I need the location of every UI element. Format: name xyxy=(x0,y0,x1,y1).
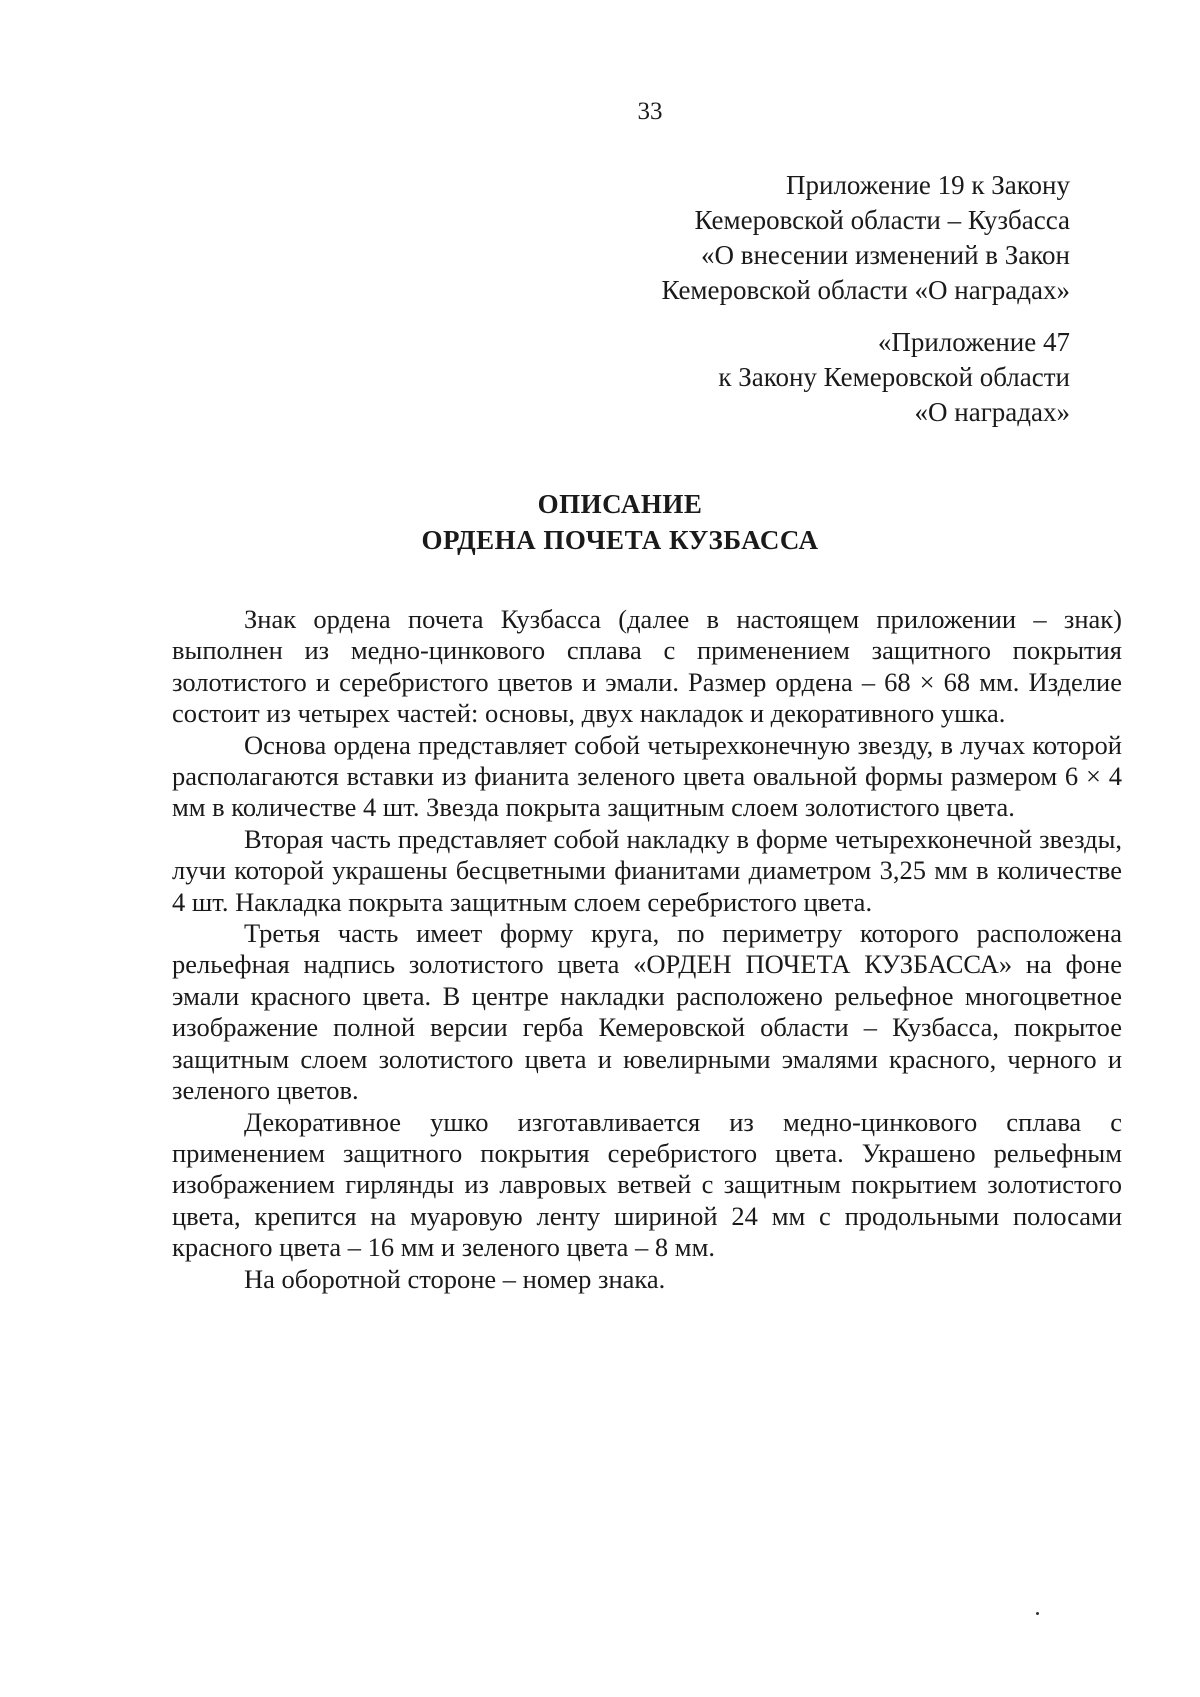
appendix-reference-line: «Приложение 47 xyxy=(877,327,1070,357)
appendix-header xyxy=(661,168,1070,308)
paragraph: Основа ордена представляет собой четырехконечную звезду, в лучах которой располагаются вставки из фианита зеленого цвета овальной формы размером 6 × 4 мм в количестве 4 шт. Звезда покрыта защитным слоем золотистого цвета. xyxy=(172,729,1122,823)
paragraph: На оборотной стороне – номер знака. xyxy=(244,1263,666,1294)
appendix-reference-line: к Закону Кемеровской области xyxy=(718,362,1070,392)
document-body xyxy=(172,604,1122,1295)
paragraph: Третья часть имеет форму круга, по периметру которого расположена рельефная надпись золотистого цвета «ОРДЕН ПОЧЕТА КУЗБАССА» на фоне эмали красного цвета. В центре накладки расположено рельефное многоцветное изображение полной версии герба Кемеровской области – Кузбасса, покрытое защитным слоем золотистого цвета и ювелирными эмалями красного, черного и зеленого цветов. xyxy=(172,918,1122,1106)
appendix-header-line: Приложение 19 к Закону xyxy=(786,170,1070,200)
page-number: 33 xyxy=(637,98,663,125)
appendix-header-line: Кемеровской области «О наградах» xyxy=(661,275,1070,305)
scan-speck xyxy=(1036,1612,1039,1615)
appendix-header-line: «О внесении изменений в Закон xyxy=(700,240,1070,270)
appendix-reference-line: «О наградах» xyxy=(914,397,1070,427)
paragraph: Вторая часть представляет собой накладку в форме четырехконечной звезды, лучи которой украшены бесцветными фианитами диаметром 3,25 мм в количестве 4 шт. Накладка покрыта защитным слоем серебристого цвета. xyxy=(172,823,1122,917)
title-line-1: ОПИСАНИЕ xyxy=(537,489,703,519)
document-title xyxy=(0,486,1200,558)
appendix-reference xyxy=(718,325,1070,430)
appendix-header-line: Кемеровской области – Кузбасса xyxy=(694,205,1070,235)
paragraph: Знак ордена почета Кузбасса (далее в настоящем приложении – знак) выполнен из медно-цинкового сплава с применением защитного покрытия золотистого и серебристого цветов и эмали. Размер ордена – 68 × 68 мм. Изделие состоит из четырех частей: основы, двух накладок и декоративного ушка. xyxy=(172,604,1122,729)
paragraph: Декоративное ушко изготавливается из медно-цинкового сплава с применением защитного покрытия серебристого цвета. Украшено рельефным изображением гирлянды из лавровых ветвей с защитным покрытием золотистого цвета, крепится на муаровую ленту шириной 24 мм с продольными полосами красного цвета – 16 мм и зеленого цвета – 8 мм. xyxy=(172,1106,1122,1263)
title-line-2: ОРДЕНА ПОЧЕТА КУЗБАССА xyxy=(421,525,819,555)
